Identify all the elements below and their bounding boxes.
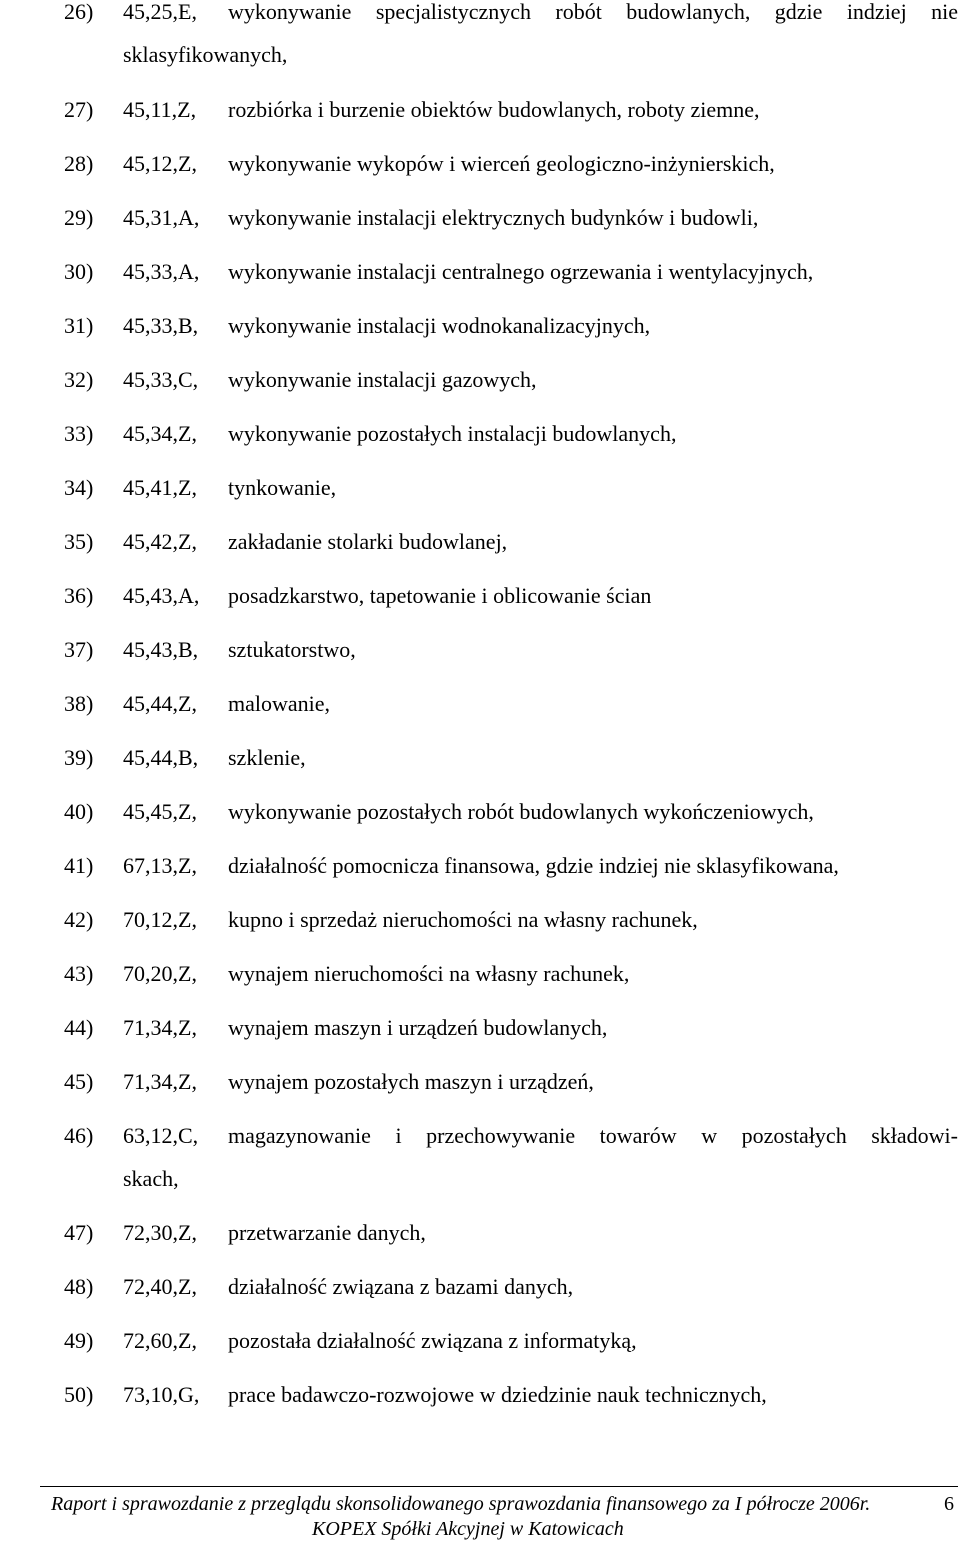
item-description: wynajem nieruchomości na własny rachunek, [228, 961, 630, 986]
item-code: 45,44,Z, [123, 691, 197, 716]
item-code: 45,45,Z, [123, 799, 197, 824]
item-description: wykonywanie instalacji wodnokanalizacyjnych, [228, 313, 651, 338]
item-number: 26) [64, 0, 94, 24]
item-description: wykonywanie instalacji gazowych, [228, 367, 537, 392]
item-code: 45,12,Z, [123, 151, 197, 176]
item-code: 45,44,B, [123, 745, 199, 770]
item-description: zakładanie stolarki budowlanej, [228, 529, 508, 554]
item-code: 72,40,Z, [123, 1274, 197, 1299]
item-number: 30) [64, 259, 94, 284]
item-code: 71,34,Z, [123, 1015, 197, 1040]
item-code: 45,33,A, [123, 259, 200, 284]
item-description: wykonywanie pozostałych robót budowlanych wykończeniowych, [228, 799, 814, 824]
item-number: 37) [64, 637, 94, 662]
item-number: 48) [64, 1274, 94, 1299]
item-description: tynkowanie, [228, 475, 337, 500]
footer-divider [40, 1486, 958, 1487]
item-number: 47) [64, 1220, 94, 1245]
item-number: 36) [64, 583, 94, 608]
item-number: 46) [64, 1123, 94, 1148]
footer-company-name: KOPEX Spółki Akcyjnej w Katowicach [312, 1518, 624, 1540]
item-number: 42) [64, 907, 94, 932]
item-number: 43) [64, 961, 94, 986]
item-description: przetwarzanie danych, [228, 1220, 426, 1245]
item-description: szklenie, [228, 745, 306, 770]
item-description: pozostała działalność związana z informatyką, [228, 1328, 637, 1353]
item-description: działalność pomocnicza finansowa, gdzie indziej nie sklasyfikowana, [228, 853, 839, 878]
item-code: 45,43,B, [123, 637, 199, 662]
item-description: wykonywanie pozostałych instalacji budowlanych, [228, 421, 677, 446]
item-code: 45,34,Z, [123, 421, 197, 446]
item-number: 33) [64, 421, 94, 446]
item-number: 45) [64, 1069, 94, 1094]
item-description: działalność związana z bazami danych, [228, 1274, 574, 1299]
item-description: wykonywanie specjalistycznych robót budowlanych, gdzie indziej nie [228, 0, 958, 24]
item-code: 73,10,G, [123, 1382, 200, 1407]
item-description: rozbiórka i burzenie obiektów budowlanych, roboty ziemne, [228, 97, 760, 122]
item-description: malowanie, [228, 691, 331, 716]
item-description-continued: sklasyfikowanych, [123, 42, 288, 67]
item-number: 32) [64, 367, 94, 392]
item-code: 45,33,B, [123, 313, 199, 338]
item-description: magazynowanie i przechowywanie towarów w pozostałych składowi- [228, 1123, 958, 1148]
item-code: 45,31,A, [123, 205, 200, 230]
page-number: 6 [944, 1493, 954, 1515]
item-code: 71,34,Z, [123, 1069, 197, 1094]
item-description: wykonywanie wykopów i wierceń geologiczno-inżynierskich, [228, 151, 775, 176]
item-number: 35) [64, 529, 94, 554]
item-code: 70,20,Z, [123, 961, 197, 986]
item-code: 45,25,E, [123, 0, 197, 24]
item-number: 41) [64, 853, 94, 878]
item-description: wykonywanie instalacji centralnego ogrzewania i wentylacyjnych, [228, 259, 814, 284]
item-code: 67,13,Z, [123, 853, 197, 878]
item-number: 31) [64, 313, 94, 338]
item-code: 63,12,C, [123, 1123, 199, 1148]
item-number: 38) [64, 691, 94, 716]
item-code: 45,11,Z, [123, 97, 197, 122]
item-description: wynajem maszyn i urządzeń budowlanych, [228, 1015, 608, 1040]
item-description: wynajem pozostałych maszyn i urządzeń, [228, 1069, 594, 1094]
item-number: 28) [64, 151, 94, 176]
item-code: 45,41,Z, [123, 475, 197, 500]
item-number: 44) [64, 1015, 94, 1040]
footer-report-title: Raport i sprawozdanie z przeglądu skonsolidowanego sprawozdania finansowego za I półrocze 2006r. [51, 1493, 871, 1515]
item-description: prace badawczo-rozwojowe w dziedzinie nauk technicznych, [228, 1382, 767, 1407]
item-number: 27) [64, 97, 94, 122]
item-number: 40) [64, 799, 94, 824]
item-code: 70,12,Z, [123, 907, 197, 932]
item-description-continued: skach, [123, 1166, 179, 1191]
item-number: 49) [64, 1328, 94, 1353]
item-number: 39) [64, 745, 94, 770]
item-description: posadzkarstwo, tapetowanie i oblicowanie ścian [228, 583, 652, 608]
item-number: 34) [64, 475, 94, 500]
item-description: sztukatorstwo, [228, 637, 356, 662]
item-code: 45,42,Z, [123, 529, 197, 554]
item-code: 45,43,A, [123, 583, 200, 608]
item-number: 50) [64, 1382, 94, 1407]
item-description: kupno i sprzedaż nieruchomości na własny rachunek, [228, 907, 698, 932]
item-description: wykonywanie instalacji elektrycznych budynków i budowli, [228, 205, 759, 230]
item-code: 45,33,C, [123, 367, 199, 392]
item-code: 72,30,Z, [123, 1220, 197, 1245]
item-code: 72,60,Z, [123, 1328, 197, 1353]
item-number: 29) [64, 205, 94, 230]
